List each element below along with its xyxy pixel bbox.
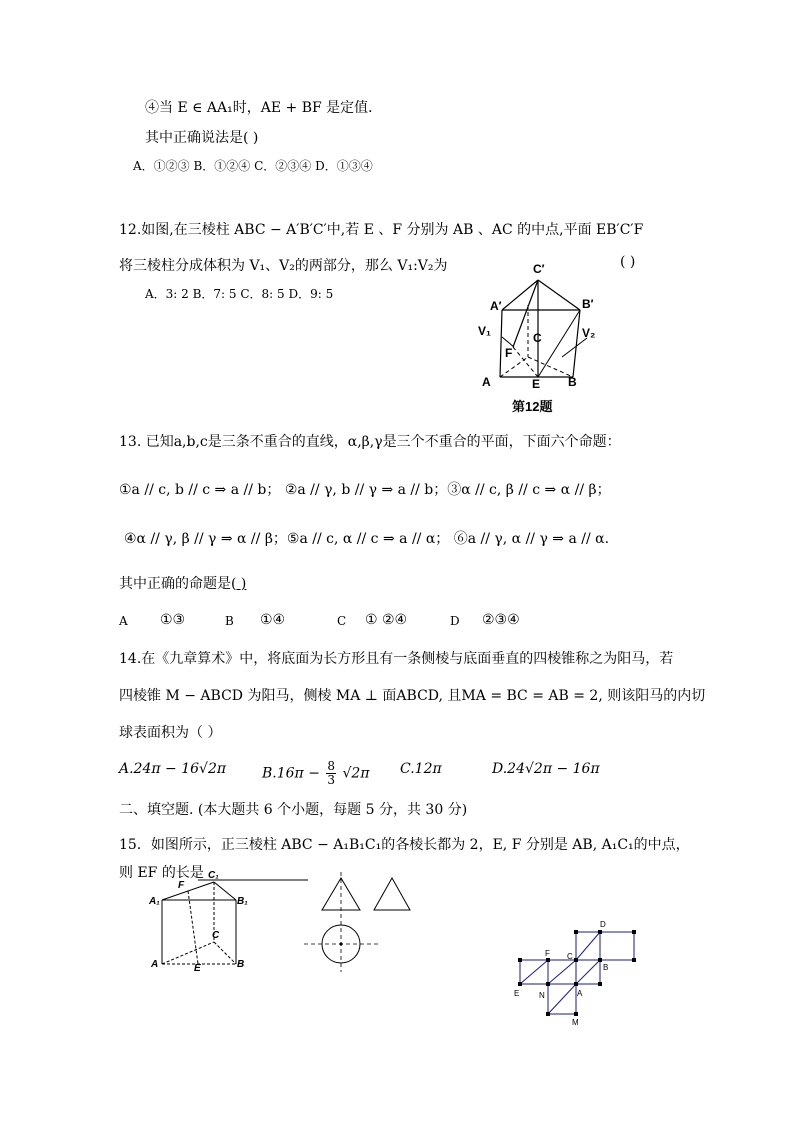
- fraction-denominator: 3: [327, 773, 336, 787]
- label-a: A: [482, 375, 491, 389]
- q14-stem-line2: 四棱锥 M − ABCD 为阳马，侧棱 MA ⊥ 面ABCD, 且MA = BC = AB = 2, 则该阳马的内切: [119, 688, 706, 704]
- net-label-n: N: [539, 991, 545, 1000]
- q14-stem-line3: 球表面积为（ ）: [119, 725, 222, 741]
- q11-options: A．①②③ B．①②④ C．②③④ D．①③④: [133, 159, 373, 173]
- prism-label-e: E: [194, 963, 201, 974]
- q14-option-b: [262, 760, 370, 787]
- q13-prompt: 其中正确的命题是(: [119, 576, 237, 592]
- label-c-prime: C′: [533, 262, 545, 276]
- prism-label-f: F: [178, 880, 185, 891]
- q14-option-b-pre: B.16π −: [262, 765, 320, 782]
- net-label-a: A: [577, 989, 583, 998]
- q12-prism-figure: [470, 255, 670, 415]
- q12-options: A．3: 2 B．7: 5 C．8: 5 D．9: 5: [145, 287, 334, 301]
- q12-stem-line2: 将三棱柱分成体积为 V₁、V₂的两部分，那么 V₁:V₂为: [119, 258, 448, 274]
- label-a-prime: A′: [490, 299, 502, 313]
- fraction-numerator: 8: [327, 759, 336, 773]
- q13-option-b-text: ①④: [260, 612, 286, 628]
- q12-answer-paren: ( ): [620, 254, 636, 270]
- q13-option-a-text: ①③: [160, 612, 186, 628]
- q13-option-c-text: ① ②④: [365, 612, 408, 628]
- three-view-figure: [302, 870, 432, 980]
- q15-stem-line1: 15．如图所示，正三棱柱 ABC − A₁B₁C₁的各棱长都为 2，E, F 分别是 AB, A₁C₁的中点，: [119, 837, 690, 853]
- label-e: E: [532, 377, 541, 391]
- q15-prism-figure: [148, 868, 268, 974]
- q13-option-d-text: ②③④: [482, 612, 520, 628]
- prism-label-a: A: [151, 959, 159, 970]
- cube-net-figure: [510, 918, 650, 1028]
- net-label-d: D: [600, 920, 606, 929]
- q14-option-b-fraction: [326, 760, 336, 787]
- q13-prompt-line: [119, 575, 246, 593]
- q15-stem-line2: 则 EF 的长是: [119, 865, 204, 881]
- net-label-m: M: [572, 1018, 579, 1027]
- q14-option-b-post: √2π: [342, 765, 370, 782]
- label-f: F: [505, 346, 513, 360]
- section-heading: 二、填空题. (本大题共 6 个小题，每题 5 分，共 30 分): [119, 802, 468, 818]
- label-v2: V₂: [582, 326, 596, 340]
- q13-propositions-1: ①a // c, b // c ⇒ a // b； ②a // γ, b // γ ⇒ a // b；③α // c, β // c ⇒ α // β；: [119, 482, 611, 498]
- prism-label-c: C: [212, 930, 220, 941]
- net-label-b: B: [603, 963, 609, 972]
- q12-stem-line1: 12.如图,在三棱柱 ABC − A′B′C′中,若 E 、F 分别为 AB 、AC 的中点,平面 EB′C′F: [119, 222, 644, 238]
- net-label-c: C: [567, 952, 573, 961]
- q13-blank: ): [236, 576, 247, 592]
- prism-label-b: B: [237, 959, 245, 970]
- q13-option-c-letter: C: [337, 614, 347, 628]
- label-c: C: [533, 331, 542, 345]
- q13-option-a-letter: A: [119, 614, 128, 628]
- label-b-prime: B′: [582, 297, 594, 311]
- q14-stem-line1: 14.在《九章算术》中，将底面为长方形且有一条侧棱与底面垂直的四棱锥称之为阳马，若: [119, 651, 674, 667]
- q13-option-d-letter: D: [450, 614, 460, 628]
- net-label-f: F: [545, 949, 550, 958]
- label-b: B: [568, 375, 577, 389]
- q14-option-d: D.24√2π − 16π: [492, 761, 600, 777]
- q11-item4: ④当 E ∈ AA₁时，AE + BF 是定值．: [145, 100, 383, 116]
- label-v1: V₁: [478, 324, 491, 338]
- q13-option-b-letter: B: [225, 614, 234, 628]
- q14-option-a: A.24π − 16√2π: [119, 761, 227, 777]
- q13-propositions-2: ④α // γ, β // γ ⇒ α // β；⑤a // c, α // c ⇒ a // α； ⑥a // γ, α // γ ⇒ a // α.: [124, 531, 610, 547]
- prism-label-c1: C₁: [208, 870, 219, 881]
- q11-prompt: 其中正确说法是( ): [145, 130, 259, 146]
- prism-label-a1: A₁: [149, 896, 160, 907]
- q13-stem: 13. 已知a,b,c是三条不重合的直线，α,β,γ是三个不重合的平面，下面六个命题：: [119, 434, 621, 450]
- figure-caption: 第12题: [512, 399, 553, 414]
- prism-label-b1: B₁: [237, 896, 248, 907]
- q14-option-c: C.12π: [400, 761, 442, 777]
- net-label-e: E: [514, 989, 520, 998]
